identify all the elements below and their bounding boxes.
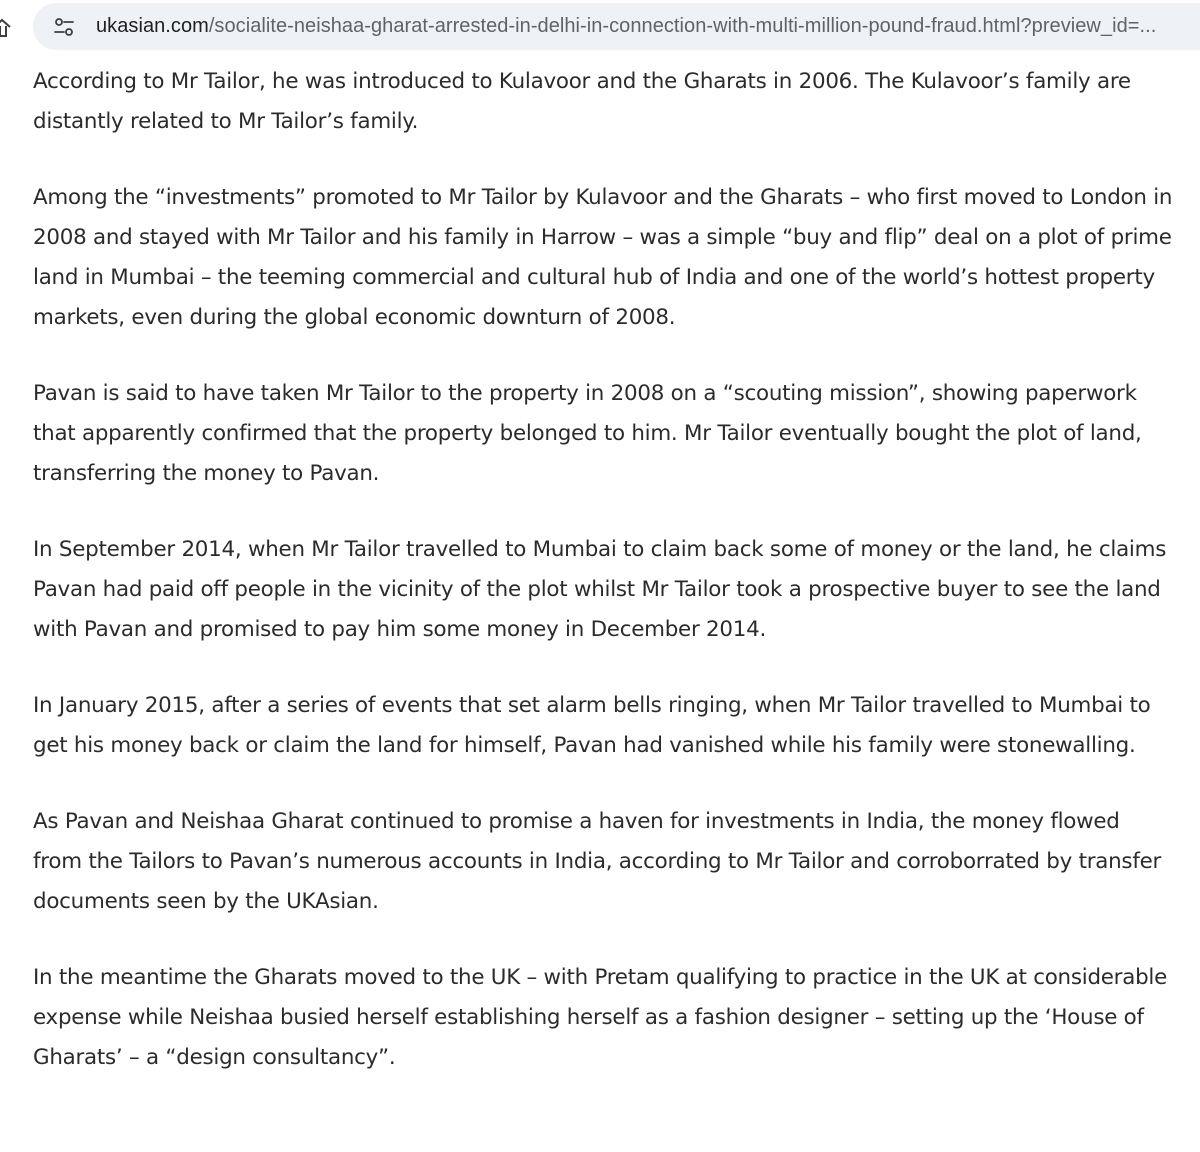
article-paragraph: Among the “investments” promoted to Mr Tailor by Kulavoor and the Gharats – who first moved to London in 2008 and stayed with Mr Tailor and his family in Harrow – was a simple “buy and flip” deal on a plot of prime land in Mumbai – the teeming commercial and cultural hub of India and one of the world’s hottest property markets, even during the global economic downturn of 2008. (33, 185, 1173, 330)
article-paragraph: In September 2014, when Mr Tailor travelled to Mumbai to claim back some of money or the land, he claims Pavan had paid off people in the vicinity of the plot whilst Mr Tailor took a prospective buyer to see the land with Pavan and promised to pay him some money in December 2014. (33, 537, 1167, 642)
tune-icon[interactable] (53, 16, 75, 38)
article-paragraph: As Pavan and Neishaa Gharat continued to promise a haven for investments in India, the money flowed from the Tailors to Pavan’s numerous accounts in India, according to Mr Tailor and corroborrated by transfer documents seen by the UKAsian. (33, 809, 1162, 914)
url-text[interactable] (96, 3, 1176, 50)
home-icon[interactable] (0, 18, 12, 38)
article-paragraph: In January 2015, after a series of events that set alarm bells ringing, when Mr Tailor travelled to Mumbai to get his money back or claim the land for himself, Pavan had vanished while his family were stonewalling. (33, 693, 1151, 758)
article-body (33, 62, 1173, 1114)
url-path: /socialite-neishaa-gharat-arrested-in-delhi-in-connection-with-multi-million-pound-fraud.html?preview_id=... (208, 15, 1157, 37)
address-bar[interactable] (33, 3, 1200, 50)
article-paragraph: In the meantime the Gharats moved to the UK – with Pretam qualifying to practice in the UK at considerable expense while Neishaa busied herself establishing herself as a fashion designer – setting up the ‘House of Gharats’ – a “design consultancy”. (33, 965, 1168, 1070)
browser-toolbar (0, 0, 1200, 60)
article-paragraph: Pavan is said to have taken Mr Tailor to the property in 2008 on a “scouting mission”, showing paperwork that apparently confirmed that the property belonged to him. Mr Tailor eventually bought the plot of land, transferring the money to Pavan. (33, 381, 1142, 486)
url-domain: ukasian.com (96, 15, 209, 37)
article-paragraph: According to Mr Tailor, he was introduced to Kulavoor and the Gharats in 2006. The Kulavoor’s family are distantly related to Mr Tailor’s family. (33, 69, 1131, 134)
